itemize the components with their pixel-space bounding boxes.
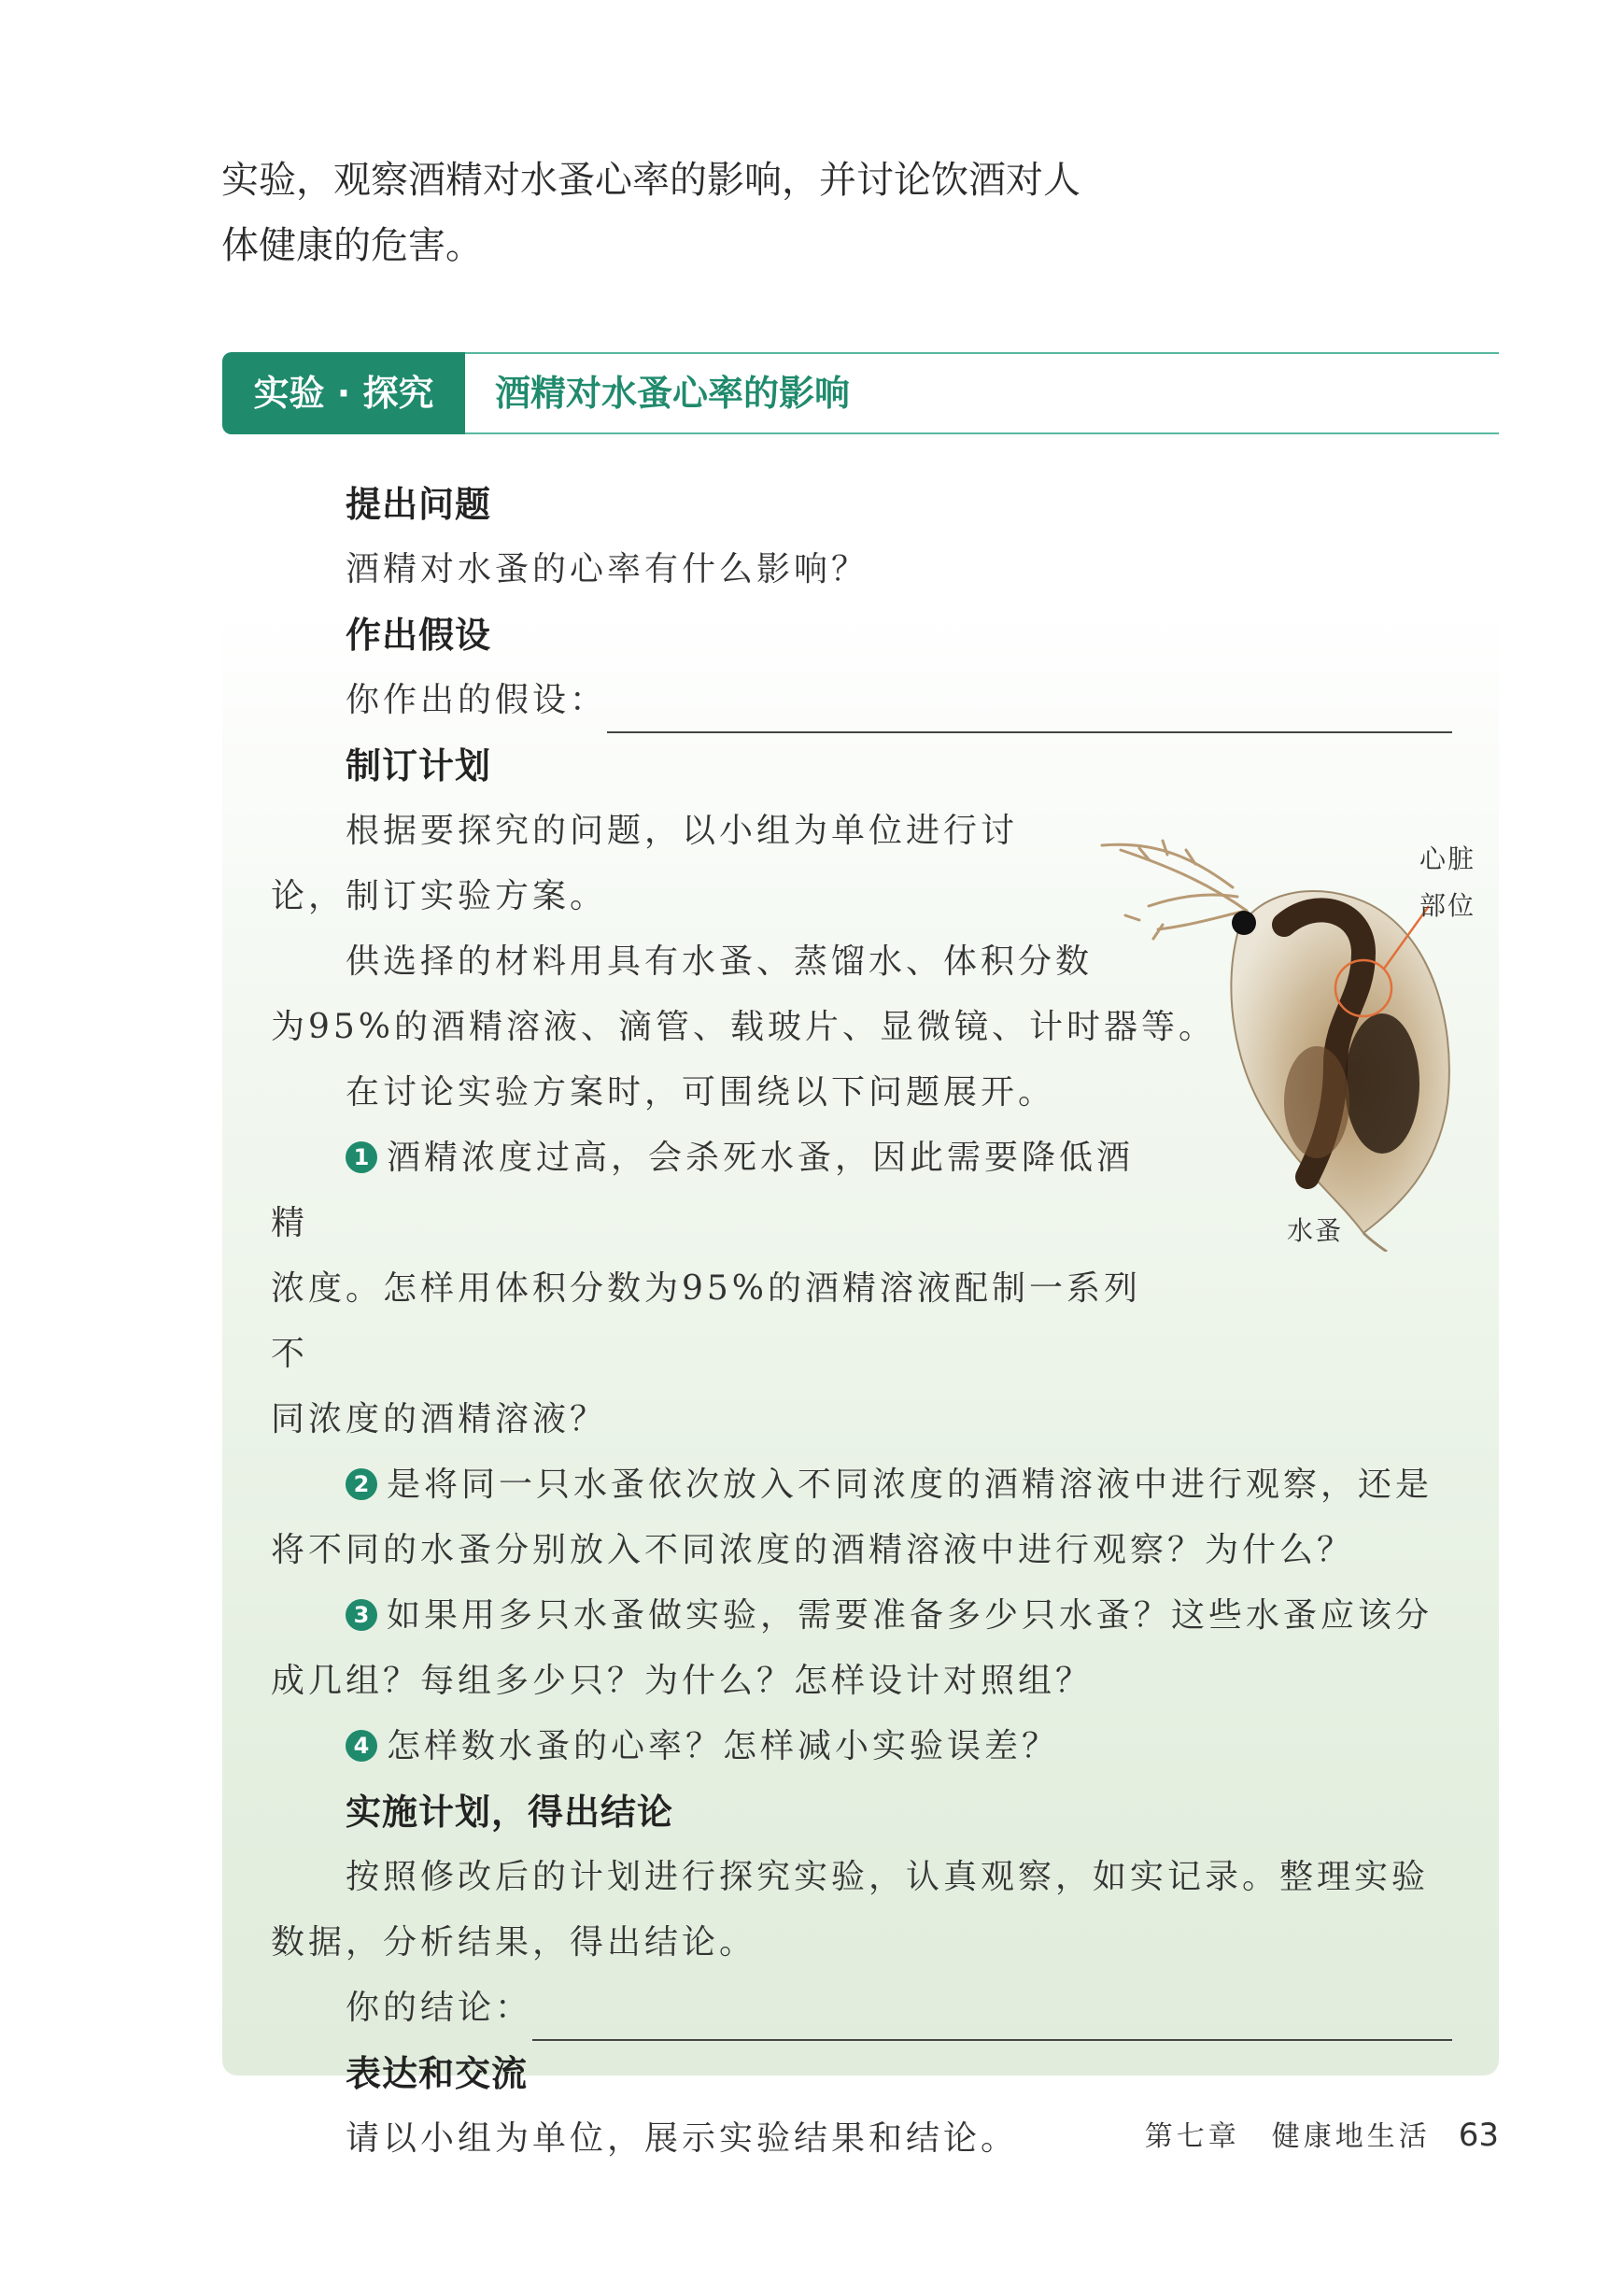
- daphnia-figure: [1083, 822, 1476, 1252]
- plan-p1-line-1: 根据要探究的问题，以小组为单位进行讨: [346, 812, 1019, 850]
- plan-item-1-line-2: 浓度。怎样用体积分数为95%的酒精溶液配制一系列不: [271, 1269, 1142, 1373]
- daphnia-eye: [1232, 911, 1256, 935]
- item-1-text: 酒精浓度过高，会杀死水蚤，因此需要降低酒精: [271, 1139, 1135, 1242]
- plan-item-3-line-1: [271, 1583, 1466, 1649]
- conclusion-row: [271, 1976, 1466, 2041]
- plan-item-2-line-2: 将不同的水蚤分别放入不同浓度的酒精溶液中进行观察？为什么？: [271, 1531, 1355, 1569]
- plan-p3: 在讨论实验方案时，可围绕以下问题展开。: [346, 1073, 1056, 1112]
- plan-item-1-line-1: [271, 1126, 1167, 1256]
- plan-item-2-line-1: [271, 1452, 1466, 1518]
- heart-label-line-2: 部位: [1419, 890, 1476, 921]
- intro-line-2: 体健康的危害。: [221, 224, 483, 267]
- plan-text-block: [271, 799, 1217, 1452]
- plan-p1-line-2: 论，制订实验方案。: [271, 877, 608, 915]
- item-number-1: 1: [346, 1141, 377, 1173]
- conclusion-prompt: 你的结论：: [346, 1989, 533, 2027]
- item-number-3: 3: [346, 1599, 377, 1631]
- intro-line-1: 实验，观察酒精对水蚤心率的影响，并讨论饮酒对人: [221, 159, 1080, 202]
- conclusion-line-1: 按照修改后的计划进行探究实验，认真观察，如实记录。整理实验: [346, 1858, 1430, 1896]
- page-number: 63: [1458, 2117, 1499, 2154]
- daphnia-tissue: [1284, 1046, 1349, 1158]
- section-heading-question: 提出问题: [346, 484, 492, 525]
- intro-paragraph: [221, 148, 1155, 278]
- experiment-tag: 实验 · 探究: [222, 352, 465, 434]
- item-number-2: 2: [346, 1468, 377, 1500]
- section-heading-plan: 制订计划: [346, 745, 492, 786]
- daphnia-brood: [1345, 1013, 1419, 1154]
- conclusion-answer-line[interactable]: [532, 1990, 1452, 2041]
- question-text: 酒精对水蚤的心率有什么影响？: [346, 550, 869, 588]
- experiment-header: [222, 352, 1499, 434]
- section-heading-conclusion: 实施计划，得出结论: [346, 1792, 674, 1833]
- experiment-title: 酒精对水蚤心率的影响: [495, 373, 851, 414]
- daphnia-antennae: [1102, 841, 1247, 939]
- daphnia-tail-spine: [1363, 1233, 1387, 1252]
- figure-caption: 水蚤: [1287, 1215, 1344, 1246]
- section-heading-hypothesis: 作出假设: [346, 615, 492, 656]
- communicate-text: 请以小组为单位，展示实验结果和结论。: [346, 2119, 1019, 2158]
- plan-item-3-line-2: 成几组？每组多少只？为什么？怎样设计对照组？: [271, 1662, 1094, 1700]
- item-number-4: 4: [346, 1730, 377, 1762]
- plan-item-1-line-3: 同浓度的酒精溶液？: [271, 1400, 608, 1438]
- experiment-content: [271, 472, 1466, 2172]
- item-3-text: 如果用多只水蚤做实验，需要准备多少只水蚤？这些水蚤应该分: [387, 1596, 1433, 1635]
- plan-p2-line-1: 供选择的材料用具有水蚤、蒸馏水、体积分数: [346, 942, 1094, 981]
- daphnia-illustration: [1083, 822, 1476, 1252]
- plan-p2-line-2: 为95%的酒精溶液、滴管、载玻片、显微镜、计时器等。: [271, 1008, 1217, 1046]
- page-footer: [1027, 2113, 1499, 2154]
- hypothesis-row: [271, 668, 1466, 733]
- hypothesis-answer-line[interactable]: [607, 683, 1452, 733]
- hypothesis-prompt: 你作出的假设：: [346, 681, 608, 719]
- conclusion-line-2: 数据，分析结果，得出结论。: [271, 1923, 757, 1962]
- heart-label-line-1: 心脏: [1419, 843, 1476, 874]
- section-heading-communicate: 表达和交流: [346, 2053, 529, 2094]
- item-4-text: 怎样数水蚤的心率？怎样减小实验误差？: [387, 1727, 1060, 1765]
- footer-chapter: 第七章 健康地生活: [1144, 2120, 1431, 2153]
- item-2-text: 是将同一只水蚤依次放入不同浓度的酒精溶液中进行观察，还是: [387, 1466, 1433, 1504]
- plan-item-4-line-1: [271, 1714, 1466, 1779]
